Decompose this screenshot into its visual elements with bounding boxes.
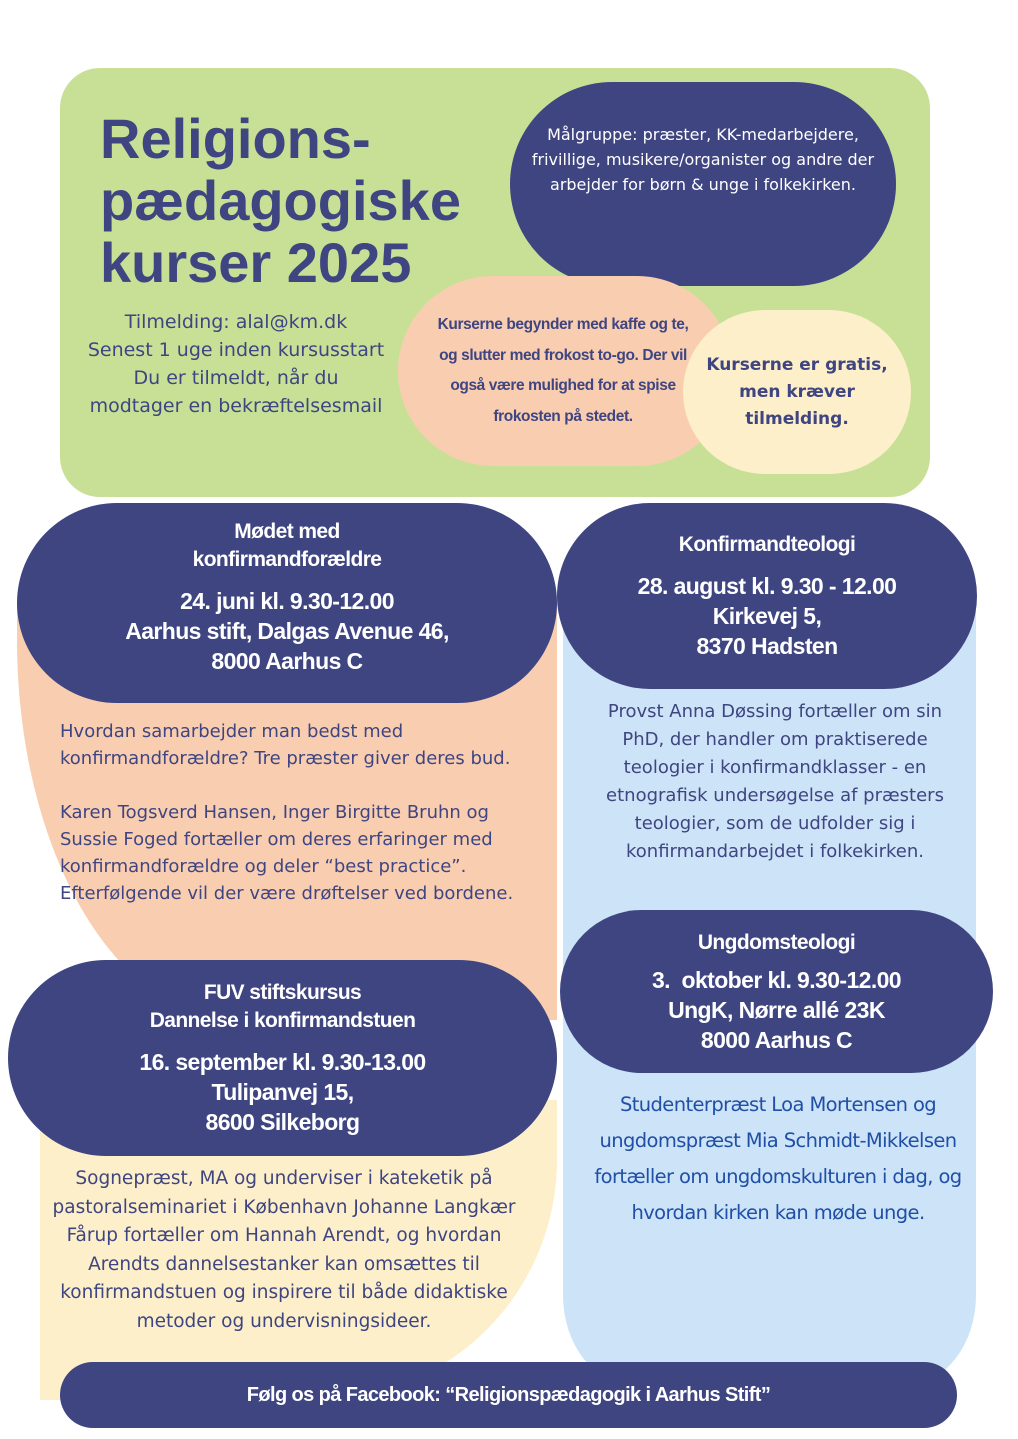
course-address-line: 8000 Aarhus C — [211, 648, 363, 674]
title-line: kurser 2025 — [100, 231, 412, 294]
target-group-bubble — [510, 82, 896, 286]
signup-confirm-line: Du er tilmeldt, når du — [133, 367, 339, 389]
course-description: Studenterpræst Loa Mortensen og ungdomspræst Mia Schmidt-Mikkelsen fortæller om ungdomskulturen i dag, og hvordan kirken kan møde unge. — [594, 1093, 962, 1224]
course-title-line: konfirmandforældre — [192, 548, 382, 571]
course-description: Sognepræst, MA og underviser i kateketik på pastoralseminariet i København Johanne Langkær Fårup fortæller om Hannah Arendt, og hvordan Arendts dannelsestanker kan omsættes til konfirmandstuen og inspirere til både didaktiske metoder og undervisningsideer. — [52, 1168, 516, 1332]
course-title-line: FUV stiftskursus — [203, 981, 362, 1004]
free-note-bubble — [683, 310, 911, 474]
coffee-note-bubble — [398, 276, 732, 466]
course-description-paragraph: Hvordan samarbejder man bedst med konfirmandforældre? Tre præster giver deres bud. — [60, 721, 511, 769]
course-address-line: UngK, Nørre allé 23K — [668, 996, 885, 1023]
course-card-header — [560, 910, 993, 1073]
facebook-banner-text: Følg os på Facebook: “Religionspædagogik i Aarhus Stift” — [246, 1383, 771, 1406]
course-card-header — [557, 503, 977, 689]
page-title — [100, 108, 520, 294]
target-group-text: Målgruppe: præster, KK-medarbejdere, frivillige, musikere/organister og andre der arbejder for børn & unge i folkekirken. — [531, 124, 875, 194]
signup-confirm-line: modtager en bekræftelsesmail — [89, 395, 383, 417]
course-address-line: 8000 Aarhus C — [700, 1026, 853, 1053]
course-date: 3. oktober kl. 9.30-12.00 — [651, 966, 902, 993]
course-description: Provst Anna Døssing fortæller om sin PhD, der handler om praktiserede teologier i konfirmandklasser - en etnografisk undersøgelse af præsters teologier, som de udfolder sig i konfirmandarbejdet i folkekirken. — [606, 701, 944, 862]
course-address-line: Aarhus stift, Dalgas Avenue 46, — [125, 618, 449, 644]
course-title-line: Mødet med — [234, 520, 340, 543]
signup-email-line: Tilmelding: alal@km.dk — [124, 311, 348, 333]
course-address-line: 8370 Hadsten — [696, 633, 838, 659]
course-date: 28. august kl. 9.30 - 12.00 — [637, 573, 897, 599]
course-date: 16. september kl. 9.30-13.00 — [139, 1049, 426, 1075]
title-line: pædagogiske — [100, 169, 461, 232]
course-card-header — [8, 960, 557, 1156]
course-address-line: Tulipanvej 15, — [211, 1079, 354, 1105]
course-title-line: Dannelse i konfirmandstuen — [149, 1009, 416, 1032]
course-address-line: Kirkevej 5, — [712, 603, 822, 629]
course-card-header — [17, 503, 557, 703]
coffee-note-text: Kurserne begynder med kaffe og te, og slutter med frokost to-go. Der vil også være mulighed for at spise frokosten på stedet. — [437, 316, 689, 425]
title-line: Religions- — [100, 107, 371, 170]
free-note-text: Kurserne er gratis, men kræver tilmelding. — [706, 354, 888, 429]
signup-info — [66, 308, 406, 420]
course-title: Ungdomsteologi — [697, 930, 856, 954]
course-title — [193, 518, 382, 574]
signup-deadline-line: Senest 1 uge inden kursusstart — [87, 339, 385, 361]
course-address-line: 8600 Silkeborg — [205, 1109, 360, 1135]
facebook-banner[interactable] — [60, 1362, 957, 1428]
course-description-paragraph: Karen Togsverd Hansen, Inger Birgitte Bruhn og Sussie Foged fortæller om deres erfaringer med konfirmandforældre og deler “best practice”. Efterfølgende vil der være drøftelser ved bordene. — [60, 802, 514, 904]
course-description — [60, 718, 540, 934]
course-title — [150, 979, 416, 1035]
course-date: 24. juni kl. 9.30-12.00 — [180, 588, 394, 614]
course-title: Konfirmandteologi — [678, 533, 856, 556]
